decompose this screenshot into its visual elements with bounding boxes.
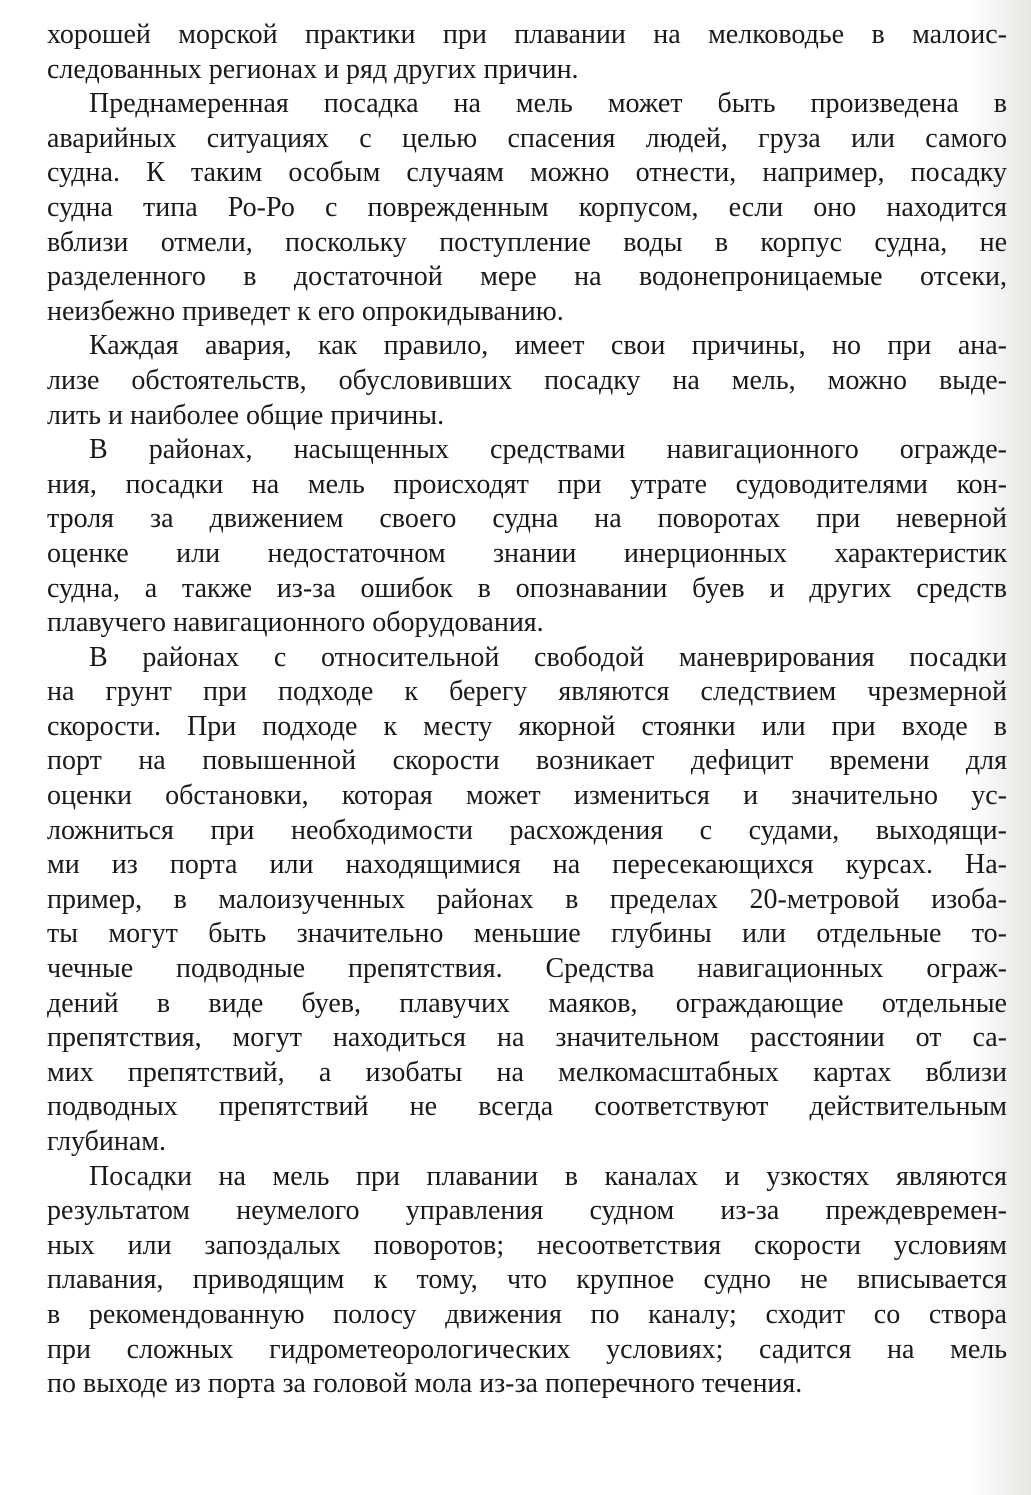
text-line: плавания, приводящим к тому, что крупное судно не вписывается bbox=[47, 1264, 1007, 1296]
text-line: порт на повышенной скорости возникает дефицит времени для bbox=[47, 745, 1007, 777]
text-line: оценки обстановки, которая может измениться и значительно ус- bbox=[47, 780, 1007, 812]
text-line: результатом неумелого управления судном из-за преждевремен- bbox=[47, 1195, 1007, 1227]
text-line: троля за движением своего судна на поворотах при неверной bbox=[47, 503, 1007, 535]
text-line: глубинам. bbox=[47, 1126, 167, 1157]
paragraph bbox=[47, 1160, 1007, 1402]
text-line: следованных регионах и ряд других причин. bbox=[47, 53, 579, 85]
paragraph bbox=[47, 87, 1007, 329]
text-line: лить и наиболее общие причины. bbox=[47, 399, 445, 431]
text-line: аварийных ситуациях с целью спасения людей, груза или самого bbox=[47, 122, 1007, 154]
text-line: ния, посадки на мель происходят при утрате судоводителями кон- bbox=[47, 468, 1007, 500]
text-line: неизбежно приведет к его опрокидыванию. bbox=[47, 295, 564, 327]
text-line: подводных препятствий не всегда соответствуют действительным bbox=[47, 1091, 1007, 1123]
text-line: мих препятствий, а изобаты на мелкомасштабных картах вблизи bbox=[47, 1056, 1007, 1088]
text-line: судна. К таким особым случаям можно отнести, например, посадку bbox=[47, 157, 1007, 189]
text-line: В районах, насыщенных средствами навигационного огражде- bbox=[89, 434, 1007, 466]
paragraph bbox=[47, 433, 1007, 641]
text-line: Преднамеренная посадка на мель может быть произведена в bbox=[89, 88, 1007, 120]
text-body bbox=[47, 18, 1007, 1402]
text-line: Каждая авария, как правило, имеет свои причины, но при ана- bbox=[89, 330, 1007, 362]
text-line: ложниться при необходимости расхождения с судами, выходящи- bbox=[47, 814, 1007, 846]
text-line: лизе обстоятельств, обусловивших посадку на мель, можно выде- bbox=[47, 364, 1007, 396]
paragraph bbox=[47, 329, 1007, 433]
text-line: препятствия, могут находиться на значительном расстоянии от са- bbox=[47, 1022, 1007, 1054]
text-line: ных или запоздалых поворотов; несоответствия скорости условиям bbox=[47, 1229, 1007, 1261]
paragraph bbox=[47, 18, 1007, 87]
document-page bbox=[47, 18, 1007, 1402]
text-line: вблизи отмели, поскольку поступление воды в корпус судна, не bbox=[47, 226, 1007, 258]
text-line: разделенного в достаточной мере на водонепроницаемые отсеки, bbox=[47, 261, 1007, 293]
text-line: судна типа Ро-Ро с поврежденным корпусом, если оно находится bbox=[47, 191, 1007, 223]
text-line: на грунт при подходе к берегу являются следствием чрезмерной bbox=[47, 676, 1007, 708]
text-line: скорости. При подходе к месту якорной стоянки или при входе в bbox=[47, 710, 1007, 742]
text-line: в рекомендованную полосу движения по каналу; сходит со створа bbox=[47, 1298, 1007, 1330]
text-line: хорошей морской практики при плавании на мелководье в малоис- bbox=[47, 19, 1007, 50]
text-line: ми из порта или находящимися на пересекающихся курсах. На- bbox=[47, 849, 1007, 881]
text-line: плавучего навигационного оборудования. bbox=[47, 607, 544, 639]
text-line: чечные подводные препятствия. Средства навигационных ограж- bbox=[47, 953, 1007, 985]
text-line: дений в виде буев, плавучих маяков, ограждающие отдельные bbox=[47, 987, 1007, 1019]
text-line: ты могут быть значительно меньшие глубины или отдельные то- bbox=[47, 918, 1007, 950]
text-line: при сложных гидрометеорологических условиях; садится на мель bbox=[47, 1333, 1007, 1365]
text-line: по выходе из порта за головой мола из-за поперечного течения. bbox=[47, 1368, 803, 1400]
text-line: судна, а также из-за ошибок в опознавании буев и других средств bbox=[47, 572, 1007, 604]
text-line: В районах с относительной свободой маневрирования посадки bbox=[89, 641, 1007, 673]
text-line: пример, в малоизученных районах в пределах 20-метровой изоба- bbox=[47, 883, 1007, 915]
text-line: оценке или недостаточном знании инерционных характеристик bbox=[47, 537, 1007, 569]
paragraph bbox=[47, 641, 1007, 1160]
text-line: Посадки на мель при плавании в каналах и узкостях являются bbox=[89, 1160, 1007, 1192]
